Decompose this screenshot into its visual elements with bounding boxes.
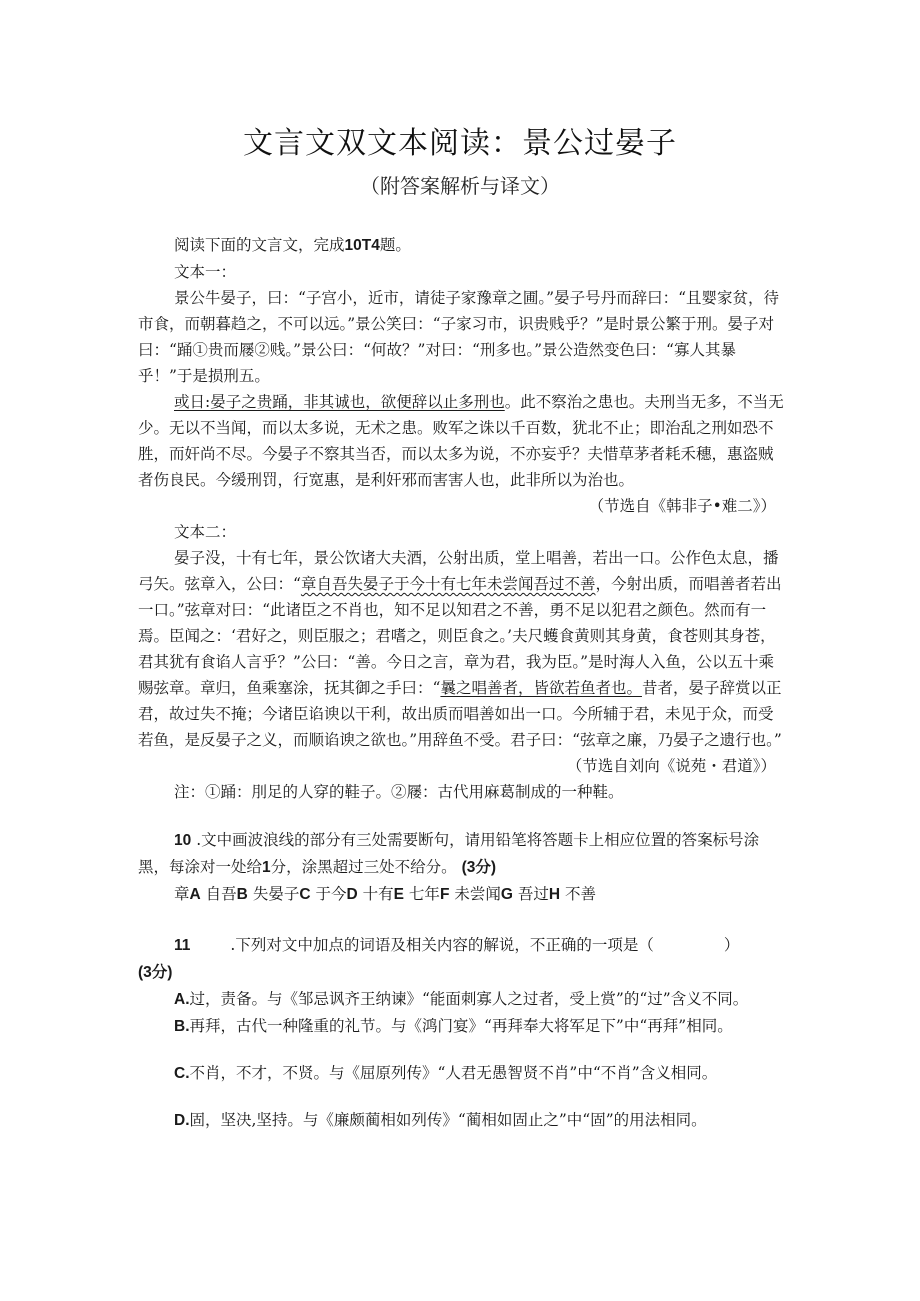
text1-paragraph-2-rest: 。此不察治之患也。夫刑当无多，不当无少。无以不当闻，而以太多说，无术之患。败军之诛以千百数，犹北不止；即治乱之刑如恐不胜，而奸尚不尽。今晏子不察其当否，而以太多为说，不亦妄乎？夫惜草茅者耗禾穗，惠盗贼者伤良民。今缓刑罚，行宽惠，是利奸邪而害害人也，此非所以为治也。 <box>138 393 784 489</box>
text1-paragraph-1: 景公牛晏子，曰：“子宫小，近市，请徒子家豫章之圃。”晏子号丹而辞曰：“且婴家贫，待市食，而朝暮趋之，不可以远。”景公笑曰：“子家习市，识贵贱乎？”是时景公繁于刑。晏子对曰：“踊①贵而屦②贱。”景公曰：“何故？”对曰：“刑多也。”景公造然变色曰：“寡人其暴乎！”于是损刑五。 <box>138 289 780 385</box>
option-b-text: 再拜，古代一种隆重的礼节。与《鸿门宴》“再拜奉大将军足下”中“再拜”相同。 <box>189 1017 733 1035</box>
break-mark-c[interactable]: C <box>299 886 311 903</box>
segment-text: 失晏子 <box>252 885 300 903</box>
text2-source: （节选自刘向《说苑・君道》） <box>566 757 776 775</box>
intro-text: 阅读下面的文言文，完成 <box>174 236 345 254</box>
question-11-score-value: (3分) <box>138 964 173 981</box>
document-body <box>138 232 788 1134</box>
question-range: 10T4 <box>344 237 380 254</box>
option-c-text: 不肖，不才，不贤。与《屈原列传》“人君无愚智贤不肖”中“不肖”含义相同。 <box>189 1064 718 1082</box>
underlined-sentence-2: 曩之唱善者，皆欲若鱼者也。 <box>440 679 642 697</box>
question-11 <box>138 932 788 959</box>
document-subtitle: （附答案解析与译文） <box>360 174 560 198</box>
option-a-letter: A. <box>174 991 190 1008</box>
option-c-letter: C. <box>174 1065 190 1082</box>
text1-label: 文本一： <box>174 263 237 281</box>
footnote: 注：①踊：刖足的人穿的鞋子。②屦：古代用麻葛制成的一种鞋。 <box>174 783 624 801</box>
break-mark-g[interactable]: G <box>500 886 513 903</box>
question-11-text: .下列对文中加点的词语及相关内容的解说，不正确的一项是（ <box>230 936 654 954</box>
question-10-text: .文中画波浪线的部分有三处需要断句，请用铅笔将答题卡上相应位置的答案标号涂黑，每涂对一处给 <box>138 831 760 876</box>
segment-text: 十有 <box>362 885 394 903</box>
segment-text: 自吾 <box>205 885 237 903</box>
question-11-score <box>138 959 788 986</box>
text2-part-a: 晏子没，十有七年，景公饮诸大夫酒，公射出质，堂上唱善，若出一口。公作色太息，播弓矢。弦章入，公曰：“ <box>138 549 779 593</box>
break-mark-e[interactable]: E <box>393 886 404 903</box>
break-mark-f[interactable]: F <box>439 886 450 903</box>
text2-label: 文本二： <box>174 523 237 541</box>
question-10-score: (3分) <box>461 859 497 876</box>
intro-text-end: 题。 <box>379 236 411 254</box>
option-d-text: 固，坚决,坚持。与《廉颇蔺相如列传》“蔺相如固止之”中“固”的用法相同。 <box>189 1111 707 1129</box>
text2-part-c: 昔者，晏子辞赏以正君，故过失不掩；今诸臣谄谀以干利，故出质而唱善如出一口。今所辅于君，未见于众，而受若鱼，是反晏子之义，而顺谄谀之欲也。”用辞鱼不受。君子曰：“弦章之廉，乃晏子之遗行也。” <box>138 679 782 749</box>
question-10-text-end: 分，涂黑超过三处不给分。 <box>270 858 457 876</box>
option-b-letter: B. <box>174 1018 190 1035</box>
question-10-options <box>138 881 788 908</box>
segment-text: 吾过 <box>517 885 549 903</box>
question-10-number: 10 <box>174 832 192 849</box>
question-11-paren-close: ） <box>723 936 740 954</box>
option-b[interactable] <box>138 1013 788 1040</box>
break-mark-d[interactable]: D <box>346 886 358 903</box>
text2-paragraph <box>138 545 788 753</box>
question-11-number: 11 <box>174 937 191 954</box>
question-10 <box>138 827 788 881</box>
option-c[interactable] <box>138 1060 788 1087</box>
document-title: 文言文双文本阅读：景公过晏子 <box>243 126 677 161</box>
question-10-score-each: 1 <box>262 859 271 876</box>
break-mark-a[interactable]: A <box>189 886 201 903</box>
segment-text: 章 <box>174 885 190 903</box>
option-d-letter: D. <box>174 1112 190 1129</box>
text1-source: （节选自《韩非子•难二》） <box>588 497 776 515</box>
text2-part-b: ，今射出质，而唱善者若出一口。”弦章对曰：“此诸臣之不肖也，知不足以知君之不善，勇不足以犯君之颜色。然而有一焉。臣闻之：‘君好之，则臣服之；君嗜之，则臣食之。’夫尺蠖食黄则其身黄，食苍则其身苍，君其犹有食谄人言乎？”公曰：“善。今日之言，章为君，我为臣。”是时海人入鱼，公以五十乘赐弦章。章归，鱼乘塞涂，抚其御之手曰：“ <box>138 575 782 697</box>
segment-text: 未尝闻 <box>454 885 501 903</box>
text1-paragraph-2 <box>138 389 788 493</box>
option-a-text: 过，责备。与《邹忌讽齐王纳谏》“能面刺寡人之过者，受上赏”的“过”含义不同。 <box>189 990 749 1008</box>
segment-text: 于今 <box>315 885 347 903</box>
option-a[interactable] <box>138 986 788 1013</box>
segment-text: 七年 <box>408 885 440 903</box>
wavy-underlined-sentence: 章自吾失晏子于今十有七年未尝闻吾过不善 <box>300 575 596 593</box>
option-d[interactable] <box>138 1107 788 1134</box>
break-mark-h[interactable]: H <box>548 886 561 903</box>
segment-text: 不善 <box>565 885 597 903</box>
intro-line <box>138 232 788 259</box>
break-mark-b[interactable]: B <box>236 886 248 903</box>
underlined-sentence-1: 或日:晏子之贵踊，非其诚也，欲便辞以止多刑也 <box>174 393 505 411</box>
